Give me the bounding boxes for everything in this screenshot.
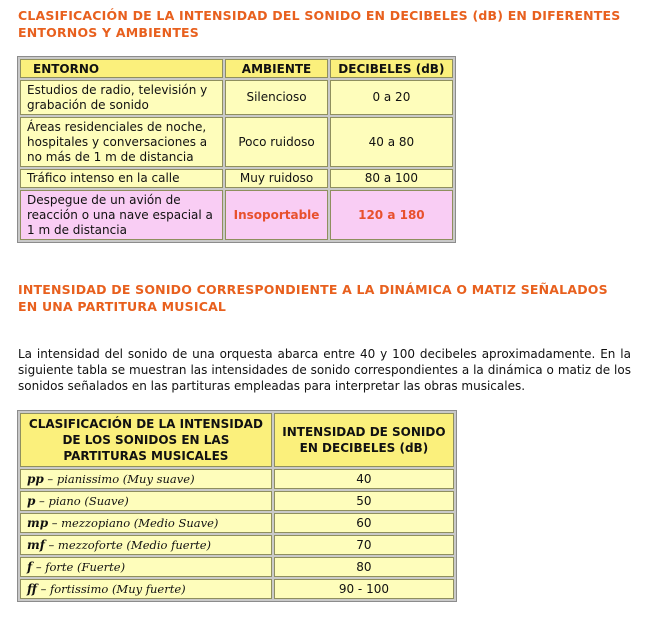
cell-decibeles: 40 a 80 — [330, 117, 453, 167]
table-row — [20, 491, 454, 511]
cell-dynamic — [20, 557, 272, 577]
header-intensity: INTENSIDAD DE SONIDO EN DECIBELES (dB) — [274, 413, 454, 467]
table-header-row — [20, 413, 454, 467]
dynamic-name: – pianissimo (Muy suave) — [43, 472, 195, 486]
dynamics-table — [17, 410, 457, 602]
dynamic-name: – mezzoforte (Medio fuerte) — [44, 538, 211, 552]
cell-decibeles: 80 a 100 — [330, 169, 453, 188]
cell-decibels: 90 - 100 — [274, 579, 454, 599]
dynamic-abbreviation: f — [27, 560, 33, 574]
cell-dynamic — [20, 579, 272, 599]
dynamic-name: – piano (Suave) — [35, 494, 129, 508]
environments-table — [17, 56, 456, 243]
header-ambiente: AMBIENTE — [225, 59, 327, 78]
cell-dynamic — [20, 535, 272, 555]
dynamic-abbreviation: mf — [27, 538, 45, 552]
section1-heading: CLASIFICACIÓN DE LA INTENSIDAD DEL SONIDO EN DECIBELES (dB) EN DIFERENTES ENTORNOS Y AMBIENTES — [18, 8, 621, 40]
table-row — [20, 579, 454, 599]
cell-decibels: 50 — [274, 491, 454, 511]
header-classification: CLASIFICACIÓN DE LA INTENSIDAD DE LOS SONIDOS EN LAS PARTITURAS MUSICALES — [20, 413, 272, 467]
section2-heading: INTENSIDAD DE SONIDO CORRESPONDIENTE A LA DINÁMICA O MATIZ SEÑALADOS EN UNA PARTITURA MUSICAL — [18, 282, 608, 314]
cell-entorno: Despegue de un avión de reacción o una nave espacial a 1 m de distancia — [20, 190, 223, 240]
table-row — [20, 117, 453, 167]
cell-dynamic — [20, 491, 272, 511]
cell-decibeles: 120 a 180 — [330, 190, 453, 240]
cell-entorno: Estudios de radio, televisión y grabación de sonido — [20, 80, 223, 115]
cell-ambiente: Insoportable — [225, 190, 327, 240]
cell-entorno: Áreas residenciales de noche, hospitales y conversaciones a no más de 1 m de distancia — [20, 117, 223, 167]
table-row — [20, 513, 454, 533]
cell-ambiente: Poco ruidoso — [225, 117, 327, 167]
table-header-row — [20, 59, 453, 78]
dynamic-name: – forte (Fuerte) — [32, 560, 126, 574]
cell-dynamic — [20, 513, 272, 533]
header-decibeles: DECIBELES (dB) — [330, 59, 453, 78]
cell-dynamic — [20, 469, 272, 489]
cell-ambiente: Silencioso — [225, 80, 327, 115]
cell-decibels: 80 — [274, 557, 454, 577]
cell-decibels: 70 — [274, 535, 454, 555]
cell-decibels: 40 — [274, 469, 454, 489]
cell-decibeles: 0 a 20 — [330, 80, 453, 115]
table-row — [20, 469, 454, 489]
table-row — [20, 535, 454, 555]
table-row-highlighted — [20, 190, 453, 240]
table-row — [20, 557, 454, 577]
dynamic-name: – fortissimo (Muy fuerte) — [36, 582, 186, 596]
dynamic-abbreviation: p — [27, 494, 36, 508]
dynamic-name: – mezzopiano (Medio Suave) — [48, 516, 219, 530]
table-row — [20, 80, 453, 115]
intro-paragraph: La intensidad del sonido de una orquesta abarca entre 40 y 100 decibeles aproximadamente. En la siguiente tabla se muestran las intensidades de sonido correspondientes a la dinámica o matiz de los sonidos señalados en las partituras empleadas para interpretar las obras musicales. — [18, 347, 631, 393]
cell-entorno: Tráfico intenso en la calle — [20, 169, 223, 188]
dynamic-abbreviation: mp — [27, 516, 49, 530]
dynamic-abbreviation: ff — [27, 582, 37, 596]
table-row — [20, 169, 453, 188]
header-entorno: ENTORNO — [20, 59, 223, 78]
cell-decibels: 60 — [274, 513, 454, 533]
dynamic-abbreviation: pp — [27, 472, 44, 486]
cell-ambiente: Muy ruidoso — [225, 169, 327, 188]
